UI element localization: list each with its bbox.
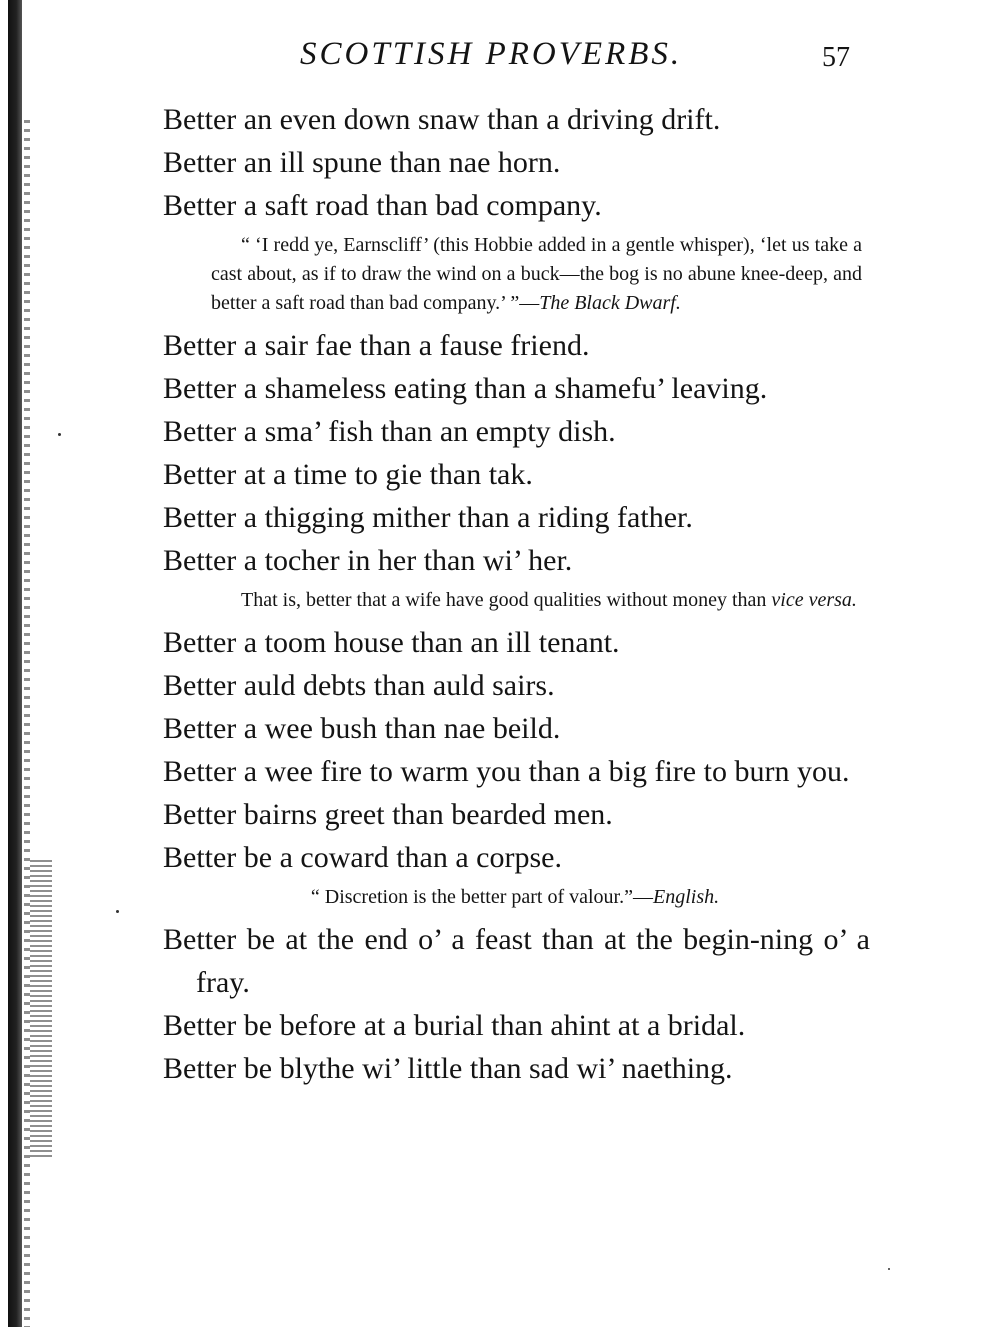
proverb: Better a shameless eating than a shamefu’ leaving.	[163, 372, 768, 405]
proverb: Better an even down snaw than a driving drift.	[163, 103, 721, 136]
proverb: Better a tocher in her than wi’ her.	[163, 544, 573, 577]
ink-speck	[888, 1268, 890, 1270]
proverb: Better a thigging mither than a riding father.	[163, 501, 693, 534]
proverb: Better a toom house than an ill tenant.	[163, 626, 620, 659]
proverb: Better be at the end o’ a feast than at the begin-ning o’ a fray.	[163, 923, 870, 999]
page-body	[0, 98, 1000, 1090]
footnote-black-dwarf	[0, 231, 1000, 318]
proverb: Better auld debts than auld sairs.	[163, 669, 555, 702]
note-source: The Black Dwarf.	[539, 292, 681, 314]
page-number: 57	[822, 42, 850, 73]
proverb: Better a wee bush than nae beild.	[163, 712, 561, 745]
note-text: “ ‘I redd ye, Earnscliff’ (this Hobbie added in a gentle whisper), ‘let us take a cast about, as if to draw the wind on a buck—the bog is no abune knee-deep, and better a saft road than bad company.’ ”—	[211, 234, 862, 314]
note-text: That is, better that a wife have good qualities without money than	[241, 589, 772, 611]
footnote-english	[0, 883, 1000, 912]
note-source: English.	[652, 886, 720, 908]
proverb: Better a sair fae than a fause friend.	[163, 329, 590, 362]
note-text: “ Discretion is the better part of valour.”—	[310, 886, 653, 908]
footnote-tocher	[0, 586, 1000, 615]
proverb: Better a saft road than bad company.	[163, 189, 602, 222]
proverb: Better be blythe wi’ little than sad wi’ naething.	[163, 1052, 733, 1085]
proverb: Better be a coward than a corpse.	[163, 841, 562, 874]
proverb: Better at a time to gie than tak.	[163, 458, 533, 491]
running-title: SCOTTISH PROVERBS.	[300, 36, 683, 72]
running-head	[0, 32, 1000, 76]
proverb: Better an ill spune than nae horn.	[163, 146, 561, 179]
note-source: vice versa.	[771, 589, 857, 611]
proverb: Better be before at a burial than ahint at a bridal.	[163, 1009, 746, 1042]
proverb: Better a sma’ fish than an empty dish.	[163, 415, 616, 448]
proverb: Better bairns greet than bearded men.	[163, 798, 613, 831]
proverb: Better a wee fire to warm you than a big fire to burn you.	[163, 755, 850, 788]
